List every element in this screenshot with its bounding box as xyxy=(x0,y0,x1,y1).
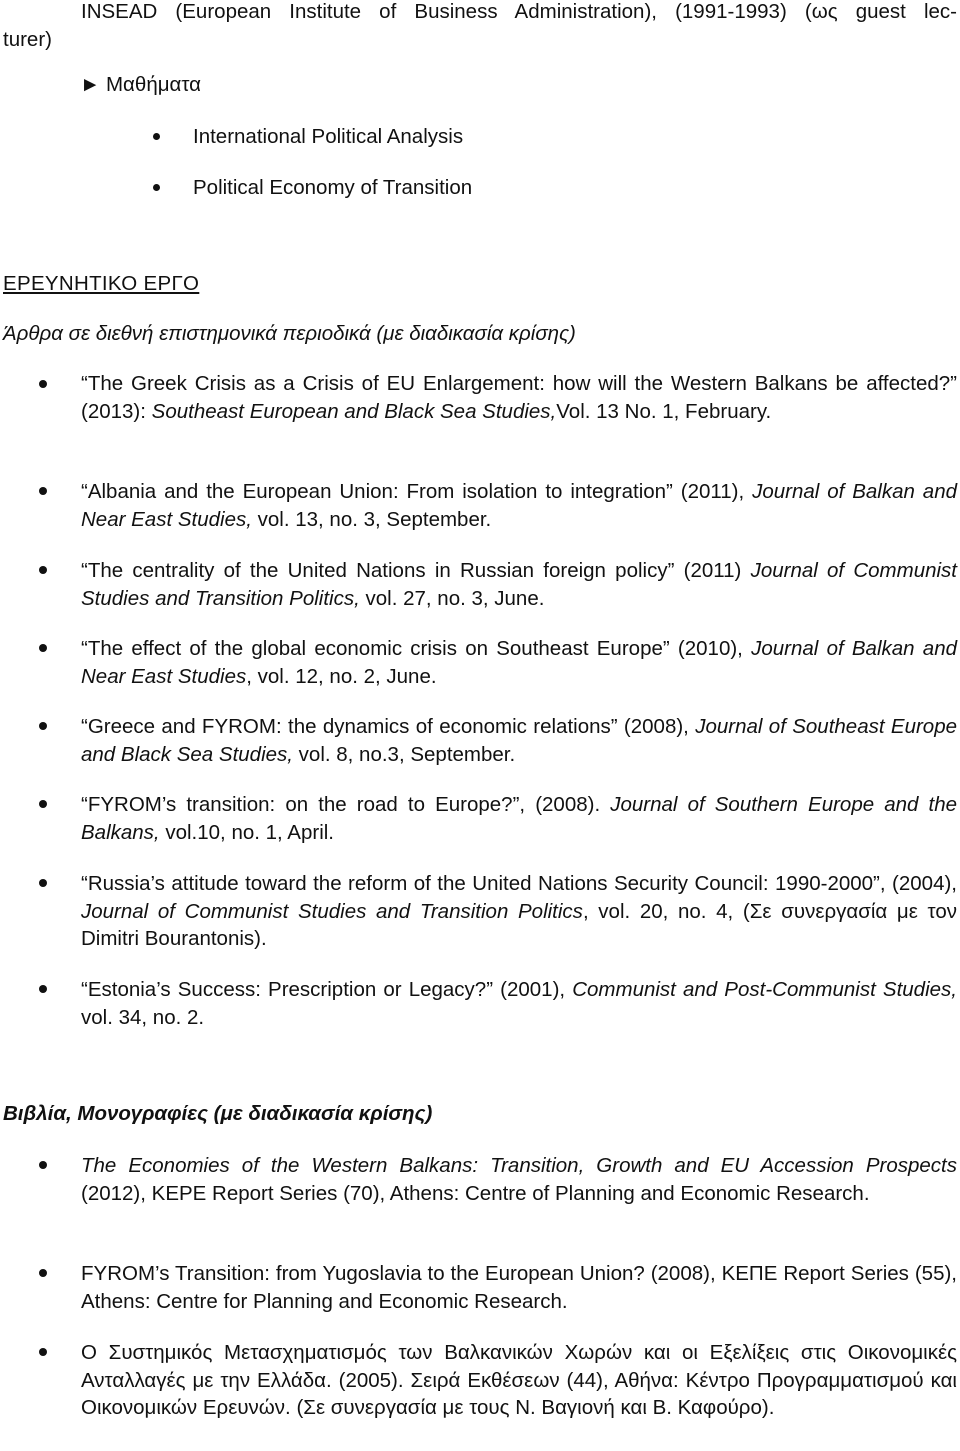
course-item: Political Economy of Transition xyxy=(193,176,473,199)
article-entry: “FYROM’s transition: on the road to Europe?”, (2008). Journal of Southern Europe and the Balkans, vol.10, no. 1, April. xyxy=(81,793,958,844)
section-title: ΕΡΕΥΝΗΤΙΚΟ ΕΡΓΟ xyxy=(3,272,200,295)
article-entry: “Greece and FYROM: the dynamics of economic relations” (2008), Journal of Southeast Europe and Black Sea Studies, vol. 8, no.3, September. xyxy=(81,715,957,766)
article-entry: “The Greek Crisis as a Crisis of EU Enlargement: how will the Western Balkans be affected?” (2013): Southeast European and Black Sea Studies,Vol. 13 No. 1, February. xyxy=(81,372,957,423)
bullet-icon xyxy=(39,985,47,993)
bullet-icon xyxy=(39,879,47,887)
article-entry: “Albania and the European Union: From isolation to integration” (2011), Journal of Balkan and Near East Studies, vol. 13, no. 3, September. xyxy=(81,480,957,531)
bullet-icon xyxy=(39,800,47,808)
affiliation-line-continued: turer) xyxy=(3,28,52,51)
bullet-icon xyxy=(39,1348,47,1356)
bullet-icon xyxy=(39,380,47,388)
courses-heading: ► Μαθήματα xyxy=(80,73,202,96)
course-item: International Political Analysis xyxy=(193,125,464,148)
article-entry: “Estonia’s Success: Prescription or Legacy?” (2001), Communist and Post-Communist Studies, vol. 34, no. 2. xyxy=(81,978,957,1029)
bullet-icon xyxy=(39,1269,47,1277)
articles-heading: Άρθρα σε διεθνή επιστημονικά περιοδικά (με διαδικασία κρίσης) xyxy=(3,322,576,345)
bullet-icon xyxy=(39,487,47,495)
bullet-icon xyxy=(39,722,47,730)
article-entry: “Russia’s attitude toward the reform of the United Nations Security Council: 1990-2000”, (2004), Journal of Communist Studies and Transition Politics, vol. 20, no. 4, (Σε συνεργασία με τον Dimitri Bourantonis). xyxy=(81,872,957,950)
book-entry: Ο Συστημικός Μετασχηματισμός των Βαλκανικών Χωρών και οι Εξελίξεις στις Οικονομικές Ανταλλαγές με την Ελλάδα. (2005). Σειρά Εκθέσεων (44), Αθήνα: Κέντρο Προγραμματισμού και Οικονομικών Ερευνών. (Σε συνεργασία με τους Ν. Βαγιονή και Β. Καφούρο). xyxy=(81,1341,957,1419)
book-entry: FYROM’s Transition: from Yugoslavia to the European Union? (2008), ΚΕΠΕ Report Series (55), Athens: Centre for Planning and Economic Research. xyxy=(81,1262,957,1313)
bullet-icon xyxy=(153,184,160,191)
book-entry: The Economies of the Western Balkans: Transition, Growth and EU Accession Prospects (2012), KEPE Report Series (70), Athens: Centre of Planning and Economic Research. xyxy=(81,1154,957,1205)
bullet-icon xyxy=(39,566,47,574)
bullet-icon xyxy=(39,1161,47,1169)
bullet-icon xyxy=(153,133,160,140)
bullet-icon xyxy=(39,644,47,652)
affiliation-line: INSEAD (European Institute of Business Administration), (1991-1993) (ως guest lec- xyxy=(81,0,957,23)
books-heading: Βιβλία, Μονογραφίες (με διαδικασία κρίσης) xyxy=(3,1102,433,1125)
article-entry: “The centrality of the United Nations in Russian foreign policy” (2011) Journal of Communist Studies and Transition Politics, vol. 27, no. 3, June. xyxy=(81,559,957,610)
article-entry: “The effect of the global economic crisis on Southeast Europe” (2010), Journal of Balkan and Near East Studies, vol. 12, no. 2, June. xyxy=(81,637,957,688)
